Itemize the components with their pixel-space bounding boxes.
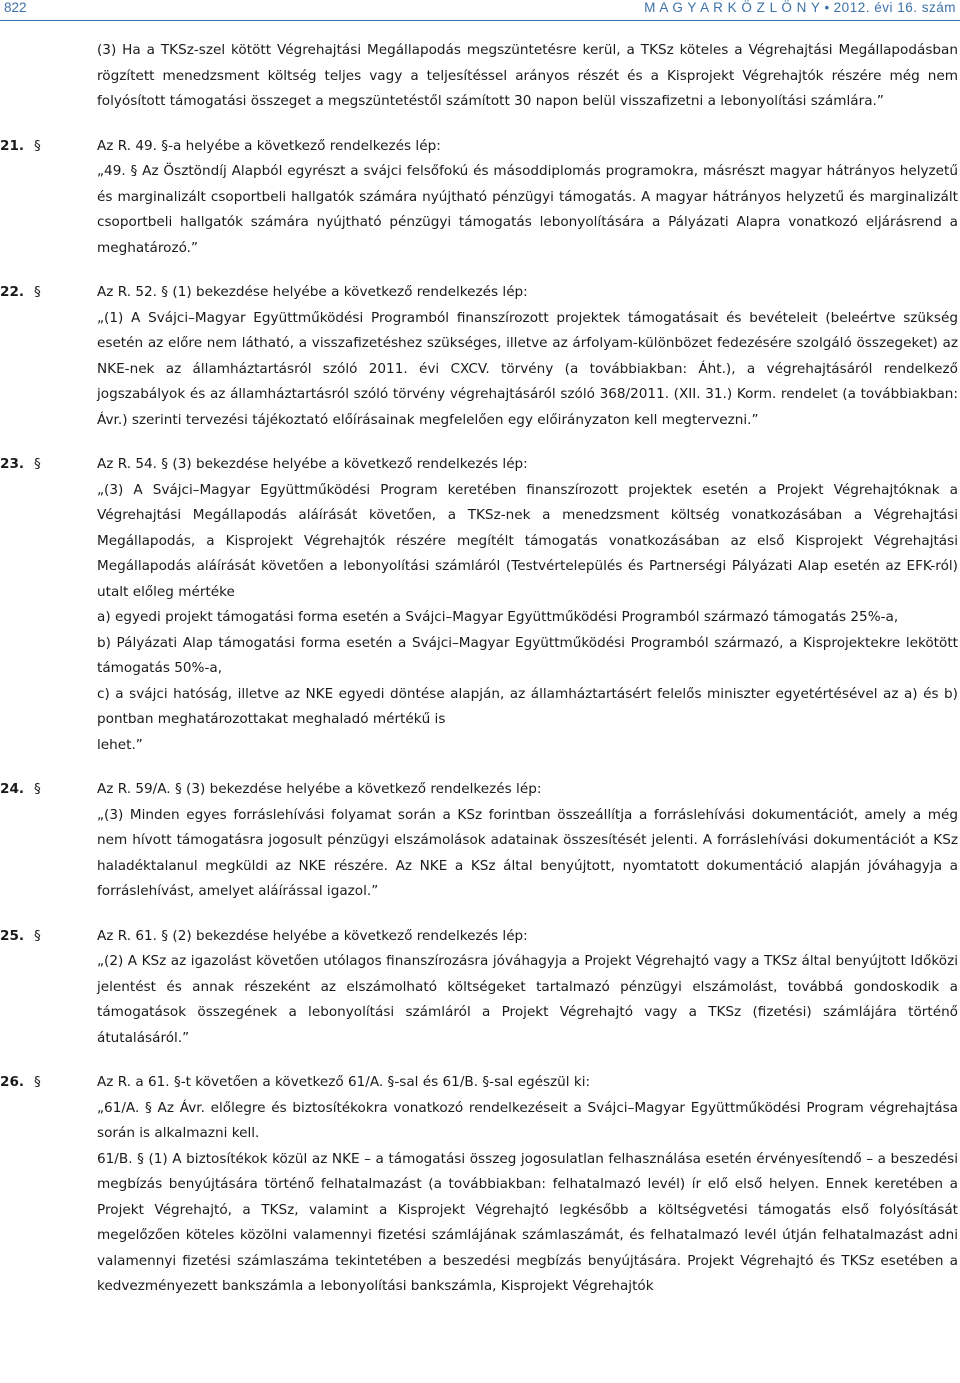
section-sign: §: [34, 927, 41, 944]
amendment-body: [97, 134, 958, 262]
amendment-24: [0, 777, 958, 905]
amendment-closing: lehet.”: [97, 736, 143, 753]
amendment-paragraph: „49. § Az Ösztöndíj Alapból egyrészt a svájci felsőfokú és másoddiplomás programokra, másrészt magyar hátrányos helyzetű és marginalizált csoportbeli hallgatók számára nyújtható pénzügyi támogatás. A magyar hátrányos helyzetű és marginalizált csoportbeli hallgatók számára nyújtható pénzügyi támogatás lebonyolítására a Pályázati Alapra vonatkozó eljárásrend a meghatározó.”: [97, 163, 958, 256]
amendment-paragraph: „61/A. § Az Ávr. előlegre és biztosítékokra vonatkozó rendelkezéseit a Svájci–Magyar Együttműködési Program végrehajtása során is alkalmazni kell.: [97, 1099, 958, 1141]
amendment-body: [97, 777, 958, 905]
header-rule: [0, 20, 960, 21]
amendment-heading: Az R. 54. § (3) bekezdése helyébe a következő rendelkezés lép:: [97, 456, 528, 472]
intro-paragraph-block: [97, 38, 958, 115]
issue-label: 2012. évi 16. szám: [833, 0, 956, 15]
intro-paragraph: (3) Ha a TKSz-szel kötött Végrehajtási Megállapodás megszüntetésre kerül, a TKSz köteles a Végrehajtási Megállapodásban rögzített menedzsment költség teljes vagy a teljesítéssel arányos részét és a Kisprojekt Végrehajtók részére még nem folyósított támogatási összeget a megszüntetéstől számított 30 napon belül visszafizetni a lebonyolítási számlára.”: [97, 42, 958, 109]
page-header: [0, 0, 960, 22]
amendment-heading: Az R. 49. §-a helyébe a következő rendelkezés lép:: [97, 137, 441, 154]
amendment-body: [97, 280, 958, 433]
amendment-paragraph: „(1) A Svájci–Magyar Együttműködési Programból finanszírozott projektek támogatásait és bevételeit (beleértve szükség esetén az előre nem látható, a visszafizetéshez szükséges, illetve az árfolyam-különbözet fedezésére szolgáló összegeket) az NKE-nek az államháztartásról szóló 2011. évi CXCV. törvény (a továbbiakban: Áht.), a végrehajtásáról rendelkező jogszabályok és az államháztartásról szóló törvény végrehajtásáról szóló 368/2011. (XII. 31.) Korm. rendelet (a továbbiakban: Ávr.) szerinti tervezési tájékoztató előírásainak megfelelően egy előirányzaton kell megtervezni.”: [97, 309, 958, 428]
section-sign: §: [34, 1074, 41, 1090]
amendment-paragraph: 61/B. § (1) A biztosítékok közül az NKE – a támogatási összeg jogosulatlan felhasználása esetén érvényesítendő – a beszedési megbízás benyújtására történő felhatalmazást (a továbbiakban: felhatalmazó levél) ír elő első helyen. Ennek keretében a Projekt Végrehajtó, a TKSz, valamint a Kisprojekt Végrehajtó legkésőbb a költségvetési támogatás első folyósítását megelőzően köteles közölni valamennyi fizetési számlájának számlaszámát, és felhatalmazó levél útján felhatalmazást adni valamennyi fizetési számlaszáma tekintetében a beszedési megbízás benyújtására. Projekt Végrehajtó és TKSz esetében a kedvezményezett bankszámla a lebonyolítási bankszámla, Kisprojekt Végrehajtók: [97, 1150, 958, 1294]
amendment-number: 25.: [0, 927, 25, 944]
amendment-body: [97, 924, 958, 1052]
section-sign: §: [34, 284, 41, 300]
amendment-paragraph: „(3) A Svájci–Magyar Együttműködési Program keretében finanszírozott projektek esetén a Projekt Végrehajtóknak a Végrehajtási Megállapodás aláírását követően, a TKSz-nek a menedzsment költség vonatkozásában a Végrehajtási Megállapodás, a Kisprojekt Végrehajtók részére megítélt támogatás vonatkozásában az első Kisprojekt Végrehajtási Megállapodás aláírását követően a lebonyolítási számláról (Testvértelepülés és Partnerségi Pályázati Alap esetén az EFK-ról) utalt előleg mértéke: [97, 481, 958, 600]
section-sign: §: [34, 456, 41, 472]
document-body: [0, 38, 958, 1300]
amendment-26: [0, 1070, 958, 1300]
amendment-heading: Az R. a 61. §-t követően a következő 61/A. §-sal és 61/B. §-sal egészül ki:: [97, 1074, 591, 1090]
amendment-paragraph: „(3) Minden egyes forráslehívási folyamat során a KSz forintban összeállítja a forráslehívási dokumentációt, amely a még nem hívott támogatásra jogosult pénzügyi elszámolások adatainak összesítését jelenti. A forráslehívási dokumentációt a KSz haladéktalanul megküldi az NKE részére. Az NKE a KSz által benyújtott, nyomtatott dokumentáció alapján jóváhagyja a forráslehívást, amelyet aláírással igazol.”: [97, 806, 958, 899]
amendment-point-a: a) egyedi projekt támogatási forma esetén a Svájci–Magyar Együttműködési Programból származó támogatás 25%-a,: [97, 609, 899, 625]
amendment-23: [0, 452, 958, 758]
bullet-separator: •: [824, 0, 830, 15]
amendment-point-b: b) Pályázati Alap támogatási forma esetén a Svájci–Magyar Együttműködési Programból származó, a Kisprojektekre lekötött támogatás 50%-a,: [97, 634, 958, 676]
amendment-number: 21.: [0, 137, 25, 154]
journal-name: M A G Y A R K Ö Z L Ö N Y: [644, 0, 821, 15]
amendment-body: [97, 452, 958, 758]
amendment-25: [0, 924, 958, 1052]
amendment-heading: Az R. 61. § (2) bekezdése helyébe a következő rendelkezés lép:: [97, 927, 528, 944]
amendment-heading: Az R. 52. § (1) bekezdése helyébe a következő rendelkezés lép:: [97, 284, 528, 300]
amendment-number: 23.: [0, 456, 25, 472]
journal-title: [644, 0, 956, 15]
amendment-22: [0, 280, 958, 433]
amendment-heading: Az R. 59/A. § (3) bekezdése helyébe a következő rendelkezés lép:: [97, 781, 542, 797]
amendment-point-c: c) a svájci hatóság, illetve az NKE egyedi döntése alapján, az államháztartásért felelős miniszter egyetértésével az a) és b) pontban meghatározottakat meghaladó mértékű is: [97, 685, 958, 727]
amendment-number: 22.: [0, 284, 25, 300]
amendment-paragraph: „(2) A KSz az igazolást követően utólagos finanszírozásra jóváhagyja a Projekt Végrehajtó vagy a TKSz által benyújtott Időközi jelentést és annak részeként az elszámolható költségeket tartalmazó pénzügyi elszámolást, továbbá gondoskodik a támogatások összegének a lebonyolítási számláról a Projekt Végrehajtó vagy a TKSz (fizetési) számlájára történő átutalásáról.”: [97, 953, 958, 1046]
amendment-body: [97, 1070, 958, 1300]
page-number: 822: [4, 0, 27, 15]
amendment-number: 26.: [0, 1074, 25, 1090]
amendment-number: 24.: [0, 781, 25, 797]
section-sign: §: [34, 781, 41, 797]
section-sign: §: [34, 137, 41, 154]
amendment-21: [0, 134, 958, 262]
